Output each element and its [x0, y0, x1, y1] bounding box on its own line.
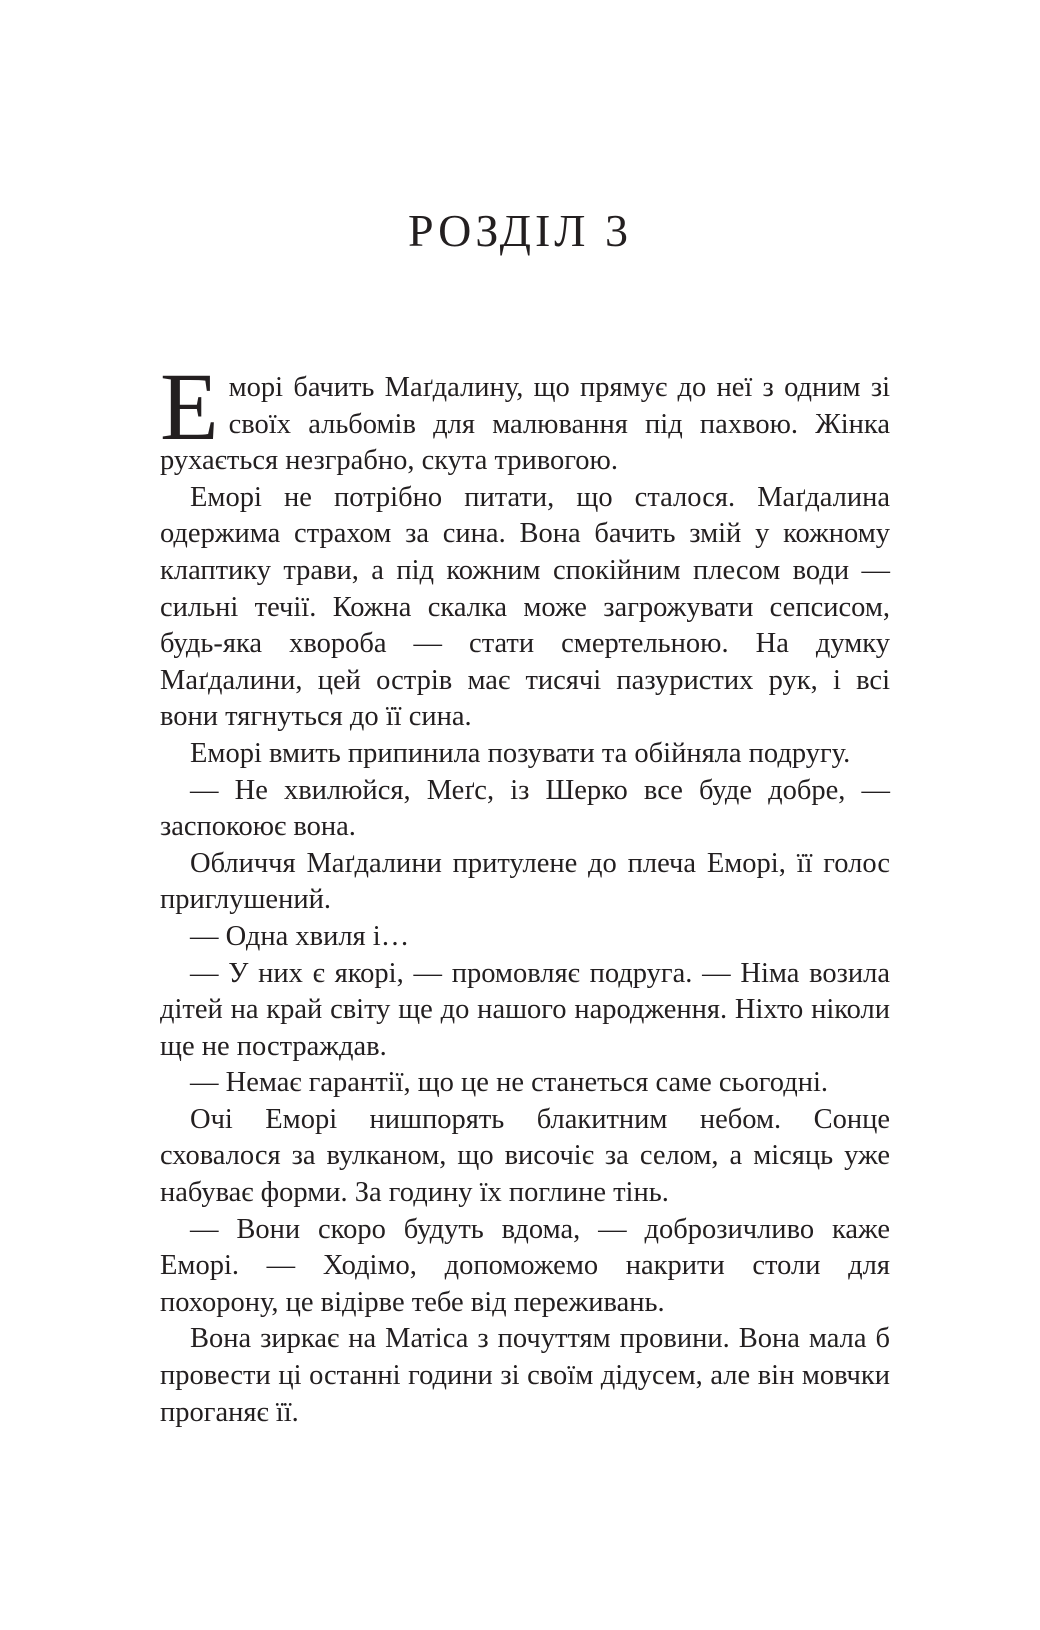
paragraph-1 [160, 353, 890, 480]
paragraph-11: Вона зиркає на Матіса з почуттям провини. Вона мала б провести ці останні години зі своїм дідусем, але він мовчки проганяє її. [160, 1323, 890, 1428]
chapter-title: РОЗДІЛ 3 [408, 205, 632, 256]
paragraph-2: Еморі не потрібно питати, що сталося. Маґдалина одержима страхом за сина. Вона бачить змій у кожному клаптику трави, а під кожним спокійним плесом води — сильні течії. Кожна скалка може загрожувати сепсисом, будь-яка хвороба — стати смертельною. На думку Маґдалини, цей острів має тисячі пазуристих рук, і всі вони тягнуться до її сина. [160, 481, 890, 733]
dialogue-line: — Одна хвиля і… [190, 920, 410, 952]
paragraph-9: Очі Еморі нишпорять блакитним небом. Сонце сховалося за вулканом, що височіє за селом, а місяць уже набуває форми. За годину їх поглине тінь. [160, 1103, 890, 1209]
paragraph-3: Еморі вмить припинила позувати та обійняла подругу. [190, 737, 851, 769]
dialogue-line: — Немає гарантії, що це не станеться саме сьогодні. [190, 1067, 829, 1099]
dialogue-line: — У них є якорі, — промовляє подруга. — Німа возила дітей на край світу ще до нашого народження. Ніхто ніколи ще не постраждав. [160, 957, 890, 1062]
chapter-body [160, 353, 890, 1431]
paragraph-1-text: морі бачить Маґдалину, що прямує до неї з одним зі своїх альбомів для малювання під пахвою. Жінка рухається незграбно, скута тривогою. [160, 372, 890, 477]
dialogue-line: — Не хвилюйся, Меґс, із Шерко все буде добре, — заспокоює вона. [160, 774, 890, 843]
drop-cap: Е [160, 353, 219, 460]
dialogue-line: — Вони скоро будуть вдома, — доброзичливо каже Еморі. — Ходімо, допоможемо накрити столи для похорону, це відірве тебе від переживань. [160, 1213, 890, 1318]
paragraph-5: Обличчя Маґдалини притулене до плеча Еморі, її голос приглушений. [160, 847, 890, 916]
